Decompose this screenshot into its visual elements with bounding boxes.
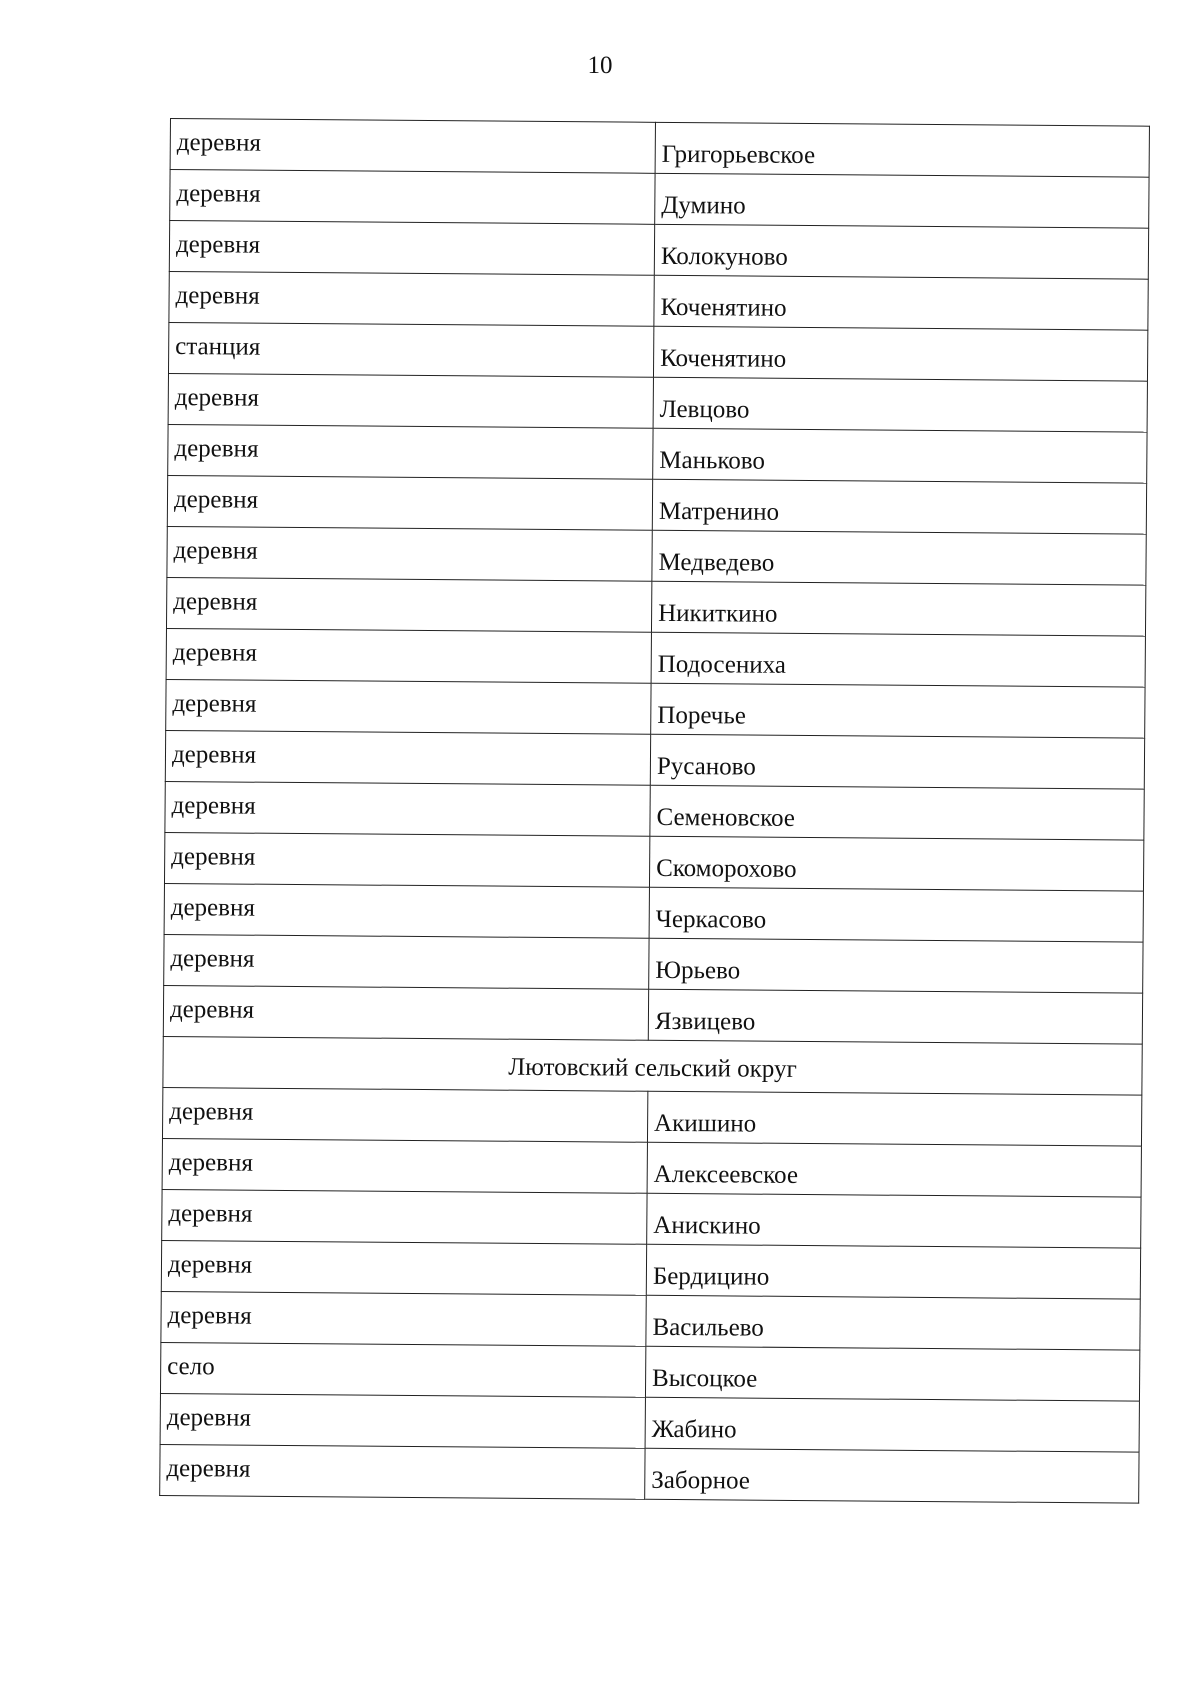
- table-row: [166, 628, 1145, 687]
- table-row: [160, 1444, 1139, 1503]
- settlement-type-cell: деревня: [167, 526, 652, 581]
- settlement-name-cell: Жабино: [645, 1397, 1139, 1452]
- table-row: [164, 934, 1143, 993]
- settlement-type-cell: деревня: [161, 1240, 646, 1295]
- settlement-name-cell: Коченятино: [654, 275, 1148, 330]
- table-row: [165, 730, 1144, 789]
- settlement-type-cell: деревня: [164, 832, 649, 887]
- settlement-name-cell: Маньково: [653, 428, 1147, 483]
- settlement-type-cell: деревня: [164, 934, 649, 989]
- settlement-type-cell: деревня: [168, 424, 653, 479]
- settlement-name-cell: Подосениха: [651, 632, 1145, 687]
- settlement-type-cell: деревня: [169, 221, 654, 276]
- settlement-name-cell: Акишино: [647, 1091, 1141, 1146]
- table-row: [161, 1240, 1140, 1299]
- table-row: [164, 832, 1143, 891]
- table-row: [165, 781, 1144, 840]
- settlement-type-cell: деревня: [163, 985, 648, 1040]
- table-row: [168, 322, 1147, 381]
- settlement-type-cell: деревня: [170, 170, 655, 225]
- settlement-name-cell: Васильево: [646, 1295, 1140, 1350]
- settlement-type-cell: деревня: [162, 1087, 647, 1142]
- settlement-type-cell: деревня: [170, 119, 655, 174]
- settlement-type-cell: село: [160, 1342, 645, 1397]
- settlement-name-cell: Высоцкое: [645, 1346, 1139, 1401]
- table-row: [168, 373, 1147, 432]
- settlement-name-cell: Никиткино: [651, 581, 1145, 636]
- settlement-name-cell: Бердицино: [646, 1244, 1140, 1299]
- section-heading: Лютовский сельский округ: [163, 1036, 1142, 1095]
- settlement-type-cell: станция: [168, 322, 653, 377]
- settlement-type-cell: деревня: [166, 679, 651, 734]
- table-row: [160, 1342, 1139, 1401]
- table-row: [169, 221, 1148, 280]
- settlement-type-cell: деревня: [164, 883, 649, 938]
- settlements-table: [159, 118, 1150, 1504]
- section-heading-row: [163, 1036, 1142, 1095]
- settlement-type-cell: деревня: [162, 1189, 647, 1244]
- settlement-name-cell: Коченятино: [653, 326, 1147, 381]
- table-row: [162, 1138, 1141, 1197]
- settlement-type-cell: деревня: [167, 475, 652, 530]
- table-row: [166, 577, 1145, 636]
- settlement-name-cell: Думино: [655, 173, 1149, 228]
- settlement-type-cell: деревня: [166, 577, 651, 632]
- table-row: [162, 1189, 1141, 1248]
- settlement-name-cell: Русаново: [650, 734, 1144, 789]
- settlement-name-cell: Поречье: [651, 683, 1145, 738]
- table-row: [167, 475, 1146, 534]
- settlement-type-cell: деревня: [169, 271, 654, 326]
- settlement-name-cell: Анискино: [647, 1193, 1141, 1248]
- settlement-name-cell: Матренино: [652, 479, 1146, 534]
- table-row: [170, 119, 1149, 178]
- settlement-name-cell: Медведево: [652, 530, 1146, 585]
- table-row: [161, 1291, 1140, 1350]
- settlement-type-cell: деревня: [162, 1138, 647, 1193]
- settlement-name-cell: Заборное: [645, 1448, 1139, 1503]
- settlement-type-cell: деревня: [161, 1291, 646, 1346]
- settlement-name-cell: Черкасово: [649, 887, 1143, 942]
- table-row: [160, 1393, 1139, 1452]
- settlement-type-cell: деревня: [165, 730, 650, 785]
- settlement-name-cell: Колокуново: [654, 224, 1148, 279]
- table-row: [162, 1087, 1141, 1146]
- settlement-type-cell: деревня: [165, 781, 650, 836]
- table-row: [170, 170, 1149, 229]
- settlement-name-cell: Семеновское: [650, 785, 1144, 840]
- settlements-table-body: [160, 119, 1150, 1504]
- page-number: 10: [587, 52, 613, 79]
- settlement-name-cell: Левцово: [653, 377, 1147, 432]
- settlement-type-cell: деревня: [160, 1393, 645, 1448]
- table-row: [163, 985, 1142, 1044]
- settlement-type-cell: деревня: [168, 373, 653, 428]
- settlement-name-cell: Алексеевское: [647, 1142, 1141, 1197]
- table-row: [169, 271, 1148, 330]
- table-row: [166, 679, 1145, 738]
- settlement-name-cell: Скоморохово: [649, 836, 1143, 891]
- settlement-type-cell: деревня: [160, 1444, 645, 1499]
- table-row: [164, 883, 1143, 942]
- table-row: [168, 424, 1147, 483]
- settlement-type-cell: деревня: [166, 628, 651, 683]
- table-row: [167, 526, 1146, 585]
- settlement-name-cell: Юрьево: [649, 938, 1143, 993]
- settlement-name-cell: Григорьевское: [655, 122, 1149, 177]
- settlement-name-cell: Язвицево: [648, 989, 1142, 1044]
